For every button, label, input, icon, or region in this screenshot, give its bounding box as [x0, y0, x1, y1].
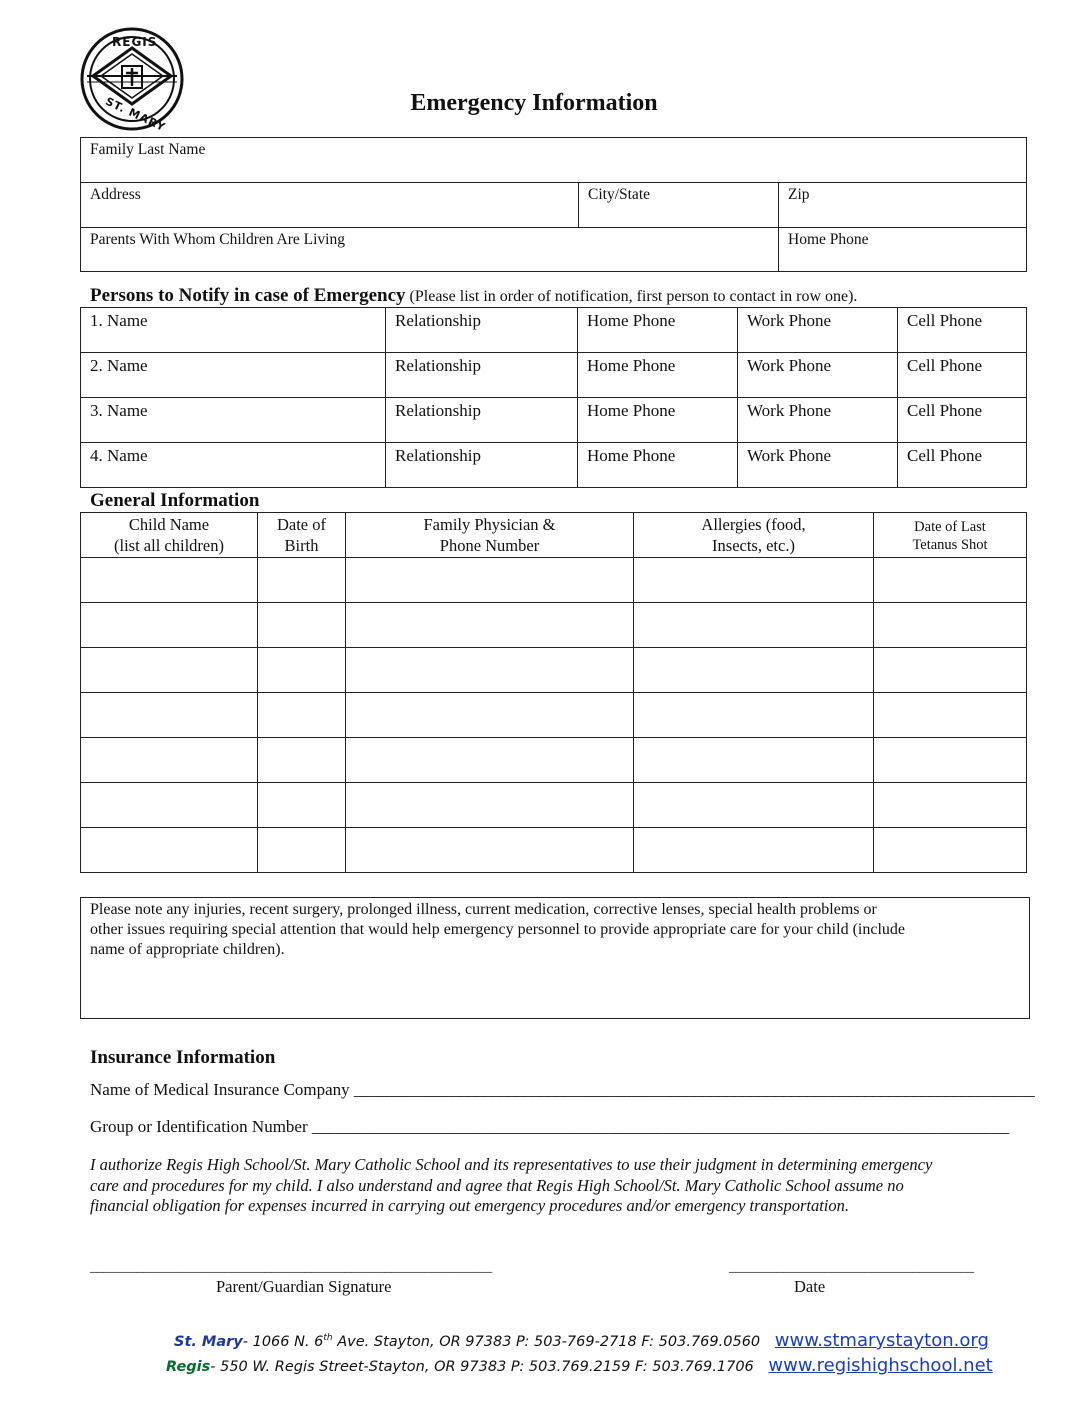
allergies-cell[interactable] [634, 738, 874, 783]
tetanus-cell[interactable] [874, 693, 1027, 738]
family-info-table [80, 137, 1027, 272]
notify-work-label: Work Phone [747, 446, 832, 465]
family-last-name-label: Family Last Name [90, 141, 206, 158]
col-child-name [81, 513, 258, 558]
allergies-cell[interactable] [634, 783, 874, 828]
notes-line-2: other issues requiring special attention that would help emergency personnel to provide appropriate care for your child (include [90, 921, 905, 938]
notify-note: (Please list in order of notification, first person to contact in row one). [409, 288, 858, 305]
allergies-cell[interactable] [634, 648, 874, 693]
stmary-website-link[interactable]: www.stmarystayton.org [774, 1330, 989, 1351]
notify-table [80, 307, 1027, 488]
notify-name-label: 1. Name [90, 311, 148, 330]
tetanus-cell[interactable] [874, 558, 1027, 603]
physician-cell[interactable] [346, 693, 634, 738]
home-phone-field[interactable] [779, 228, 1027, 272]
notify-work-cell[interactable] [738, 308, 898, 353]
footer-stmary-name: St. Mary [174, 1334, 243, 1350]
notify-home-cell[interactable] [578, 443, 738, 488]
notify-relationship-label: Relationship [395, 311, 481, 330]
notify-name-label: 3. Name [90, 401, 148, 420]
logo-top-text: REGIS [112, 35, 158, 49]
date-label: Date [794, 1277, 826, 1296]
notify-work-label: Work Phone [747, 311, 832, 330]
notify-name-cell[interactable] [81, 443, 386, 488]
notify-cell-cell[interactable] [898, 308, 1027, 353]
page-title: Emergency Information [410, 90, 658, 116]
notes-line-1: Please note any injuries, recent surgery, prolonged illness, current medication, corrective lenses, special health problems or [90, 901, 877, 918]
zip-field[interactable] [779, 183, 1027, 228]
child-name-cell[interactable] [81, 603, 258, 648]
physician-cell[interactable] [346, 558, 634, 603]
notify-home-cell[interactable] [578, 398, 738, 443]
footer-stmary-info2: Ave. Stayton, OR 97383 P: 503-769-2718 F: 503.769.0560 [332, 1334, 761, 1350]
parents-living-field[interactable] [81, 228, 779, 272]
footer-stmary-info: - 1066 N. 6 [242, 1334, 324, 1350]
col-child-name-l2: (list all children) [114, 536, 224, 555]
notify-relationship-label: Relationship [395, 356, 481, 375]
general-heading: General Information [90, 490, 260, 511]
child-name-cell[interactable] [81, 828, 258, 873]
footer-regis [166, 1355, 993, 1376]
child-name-cell[interactable] [81, 558, 258, 603]
notify-work-cell[interactable] [738, 353, 898, 398]
child-name-cell[interactable] [81, 738, 258, 783]
home-phone-label: Home Phone [788, 231, 869, 248]
notify-row [81, 398, 1027, 443]
col-tetanus-l2: Tetanus Shot [912, 537, 988, 553]
notify-relationship-cell[interactable] [386, 308, 578, 353]
notify-cell-cell[interactable] [898, 353, 1027, 398]
notify-home-cell[interactable] [578, 353, 738, 398]
notify-home-label: Home Phone [587, 401, 676, 420]
notify-cell-label: Cell Phone [907, 401, 983, 420]
notify-work-cell[interactable] [738, 398, 898, 443]
notify-row [81, 308, 1027, 353]
table-row [81, 558, 1027, 603]
zip-label: Zip [788, 186, 810, 203]
col-physician-l1: Family Physician & [423, 515, 556, 534]
col-tetanus [874, 513, 1027, 558]
notify-relationship-label: Relationship [395, 446, 481, 465]
notes-line-3: name of appropriate children). [90, 941, 285, 958]
notify-name-label: 4. Name [90, 446, 148, 465]
notify-home-label: Home Phone [587, 446, 676, 465]
general-table [80, 512, 1027, 873]
notify-name-cell[interactable] [81, 353, 386, 398]
physician-cell[interactable] [346, 648, 634, 693]
col-allergies-l1: Allergies (food, [701, 515, 806, 534]
notify-name-label: 2. Name [90, 356, 148, 375]
allergies-cell[interactable] [634, 828, 874, 873]
col-allergies [634, 513, 874, 558]
insurance-company-label: Name of Medical Insurance Company [90, 1080, 350, 1099]
city-state-label: City/State [588, 186, 650, 203]
family-last-name-field[interactable] [81, 138, 1027, 183]
insurance-company-field[interactable]: ____________________________________________________________________________________ [353, 1080, 1035, 1099]
col-date-of-birth [258, 513, 346, 558]
group-id-label: Group or Identification Number [90, 1117, 308, 1136]
auth-line-3: financial obligation for expenses incurred in carrying out emergency procedures and/or emergency transportation. [90, 1196, 850, 1215]
dob-cell[interactable] [258, 693, 346, 738]
signature-line[interactable]: ____________________________________________________________ [90, 1260, 493, 1275]
table-row [81, 738, 1027, 783]
child-name-cell[interactable] [81, 783, 258, 828]
col-dob-l2: Birth [284, 536, 319, 555]
insurance-heading: Insurance Information [90, 1047, 276, 1068]
table-row [81, 603, 1027, 648]
notify-name-cell[interactable] [81, 398, 386, 443]
group-id-field[interactable]: _____________________________________________________________________________________ [311, 1117, 1009, 1136]
footer-regis-name: Regis [166, 1359, 211, 1375]
authorization-text [90, 1155, 932, 1217]
table-row [81, 828, 1027, 873]
notify-relationship-cell[interactable] [386, 398, 578, 443]
notify-cell-label: Cell Phone [907, 311, 983, 330]
address-label: Address [90, 186, 141, 203]
tetanus-cell[interactable] [874, 783, 1027, 828]
notify-work-label: Work Phone [747, 356, 832, 375]
notify-relationship-cell[interactable] [386, 353, 578, 398]
col-physician-l2: Phone Number [439, 536, 540, 555]
child-name-cell[interactable] [81, 648, 258, 693]
col-dob-l1: Date of [276, 515, 327, 534]
notify-relationship-cell[interactable] [386, 443, 578, 488]
tetanus-cell[interactable] [874, 648, 1027, 693]
address-field[interactable] [81, 183, 579, 228]
allergies-cell[interactable] [634, 603, 874, 648]
signature-label: Parent/Guardian Signature [216, 1277, 392, 1296]
allergies-cell[interactable] [634, 693, 874, 738]
city-state-field[interactable] [579, 183, 779, 228]
parents-living-label: Parents With Whom Children Are Living [90, 231, 345, 248]
medical-notes-box[interactable] [80, 897, 1030, 1019]
table-row [81, 693, 1027, 738]
notify-cell-cell[interactable] [898, 398, 1027, 443]
notify-home-cell[interactable] [578, 308, 738, 353]
dob-cell[interactable] [258, 783, 346, 828]
physician-cell[interactable] [346, 828, 634, 873]
notify-cell-cell[interactable] [898, 443, 1027, 488]
group-id-row [90, 1117, 1009, 1137]
notify-cell-label: Cell Phone [907, 356, 983, 375]
physician-cell[interactable] [346, 783, 634, 828]
dob-cell[interactable] [258, 738, 346, 783]
footer-stmary-sup: th [323, 1333, 333, 1344]
tetanus-cell[interactable] [874, 603, 1027, 648]
col-physician [346, 513, 634, 558]
col-child-name-l1: Child Name [128, 515, 210, 534]
general-header-row [81, 513, 1027, 558]
auth-line-2: care and procedures for my child. I also understand and agree that Regis High School/St. Mary Catholic School assume no [90, 1175, 904, 1195]
notify-name-cell[interactable] [81, 308, 386, 353]
notify-row [81, 443, 1027, 488]
notify-relationship-label: Relationship [395, 401, 481, 420]
date-line[interactable]: ____________________________________ [729, 1260, 974, 1275]
child-name-cell[interactable] [81, 693, 258, 738]
notify-heading-line [90, 285, 857, 307]
footer-stmary [174, 1330, 989, 1351]
footer-regis-info: - 550 W. Regis Street-Stayton, OR 97383 P: 503.769.2159 F: 503.769.1706 [210, 1359, 754, 1375]
tetanus-cell[interactable] [874, 828, 1027, 873]
notify-heading: Persons to Notify in case of Emergency [90, 285, 406, 306]
allergies-cell[interactable] [634, 558, 874, 603]
col-allergies-l2: Insects, etc.) [712, 536, 795, 555]
physician-cell[interactable] [346, 738, 634, 783]
notify-row [81, 353, 1027, 398]
logo-bottom-text: ST. MARY [103, 94, 168, 135]
tetanus-cell[interactable] [874, 738, 1027, 783]
auth-line-1: I authorize Regis High School/St. Mary Catholic School and its representatives to use their judgment in determining emergency [90, 1155, 933, 1174]
notify-work-label: Work Phone [747, 401, 832, 420]
notify-home-label: Home Phone [587, 356, 676, 375]
physician-cell[interactable] [346, 603, 634, 648]
table-row [81, 783, 1027, 828]
notify-home-label: Home Phone [587, 311, 676, 330]
col-tetanus-l1: Date of Last [914, 519, 986, 535]
notify-work-cell[interactable] [738, 443, 898, 488]
dob-cell[interactable] [258, 648, 346, 693]
dob-cell[interactable] [258, 828, 346, 873]
table-row [81, 648, 1027, 693]
dob-cell[interactable] [258, 603, 346, 648]
regis-website-link[interactable]: www.regishighschool.net [768, 1355, 993, 1376]
notify-cell-label: Cell Phone [907, 446, 983, 465]
dob-cell[interactable] [258, 558, 346, 603]
insurance-company-row [90, 1080, 1034, 1100]
